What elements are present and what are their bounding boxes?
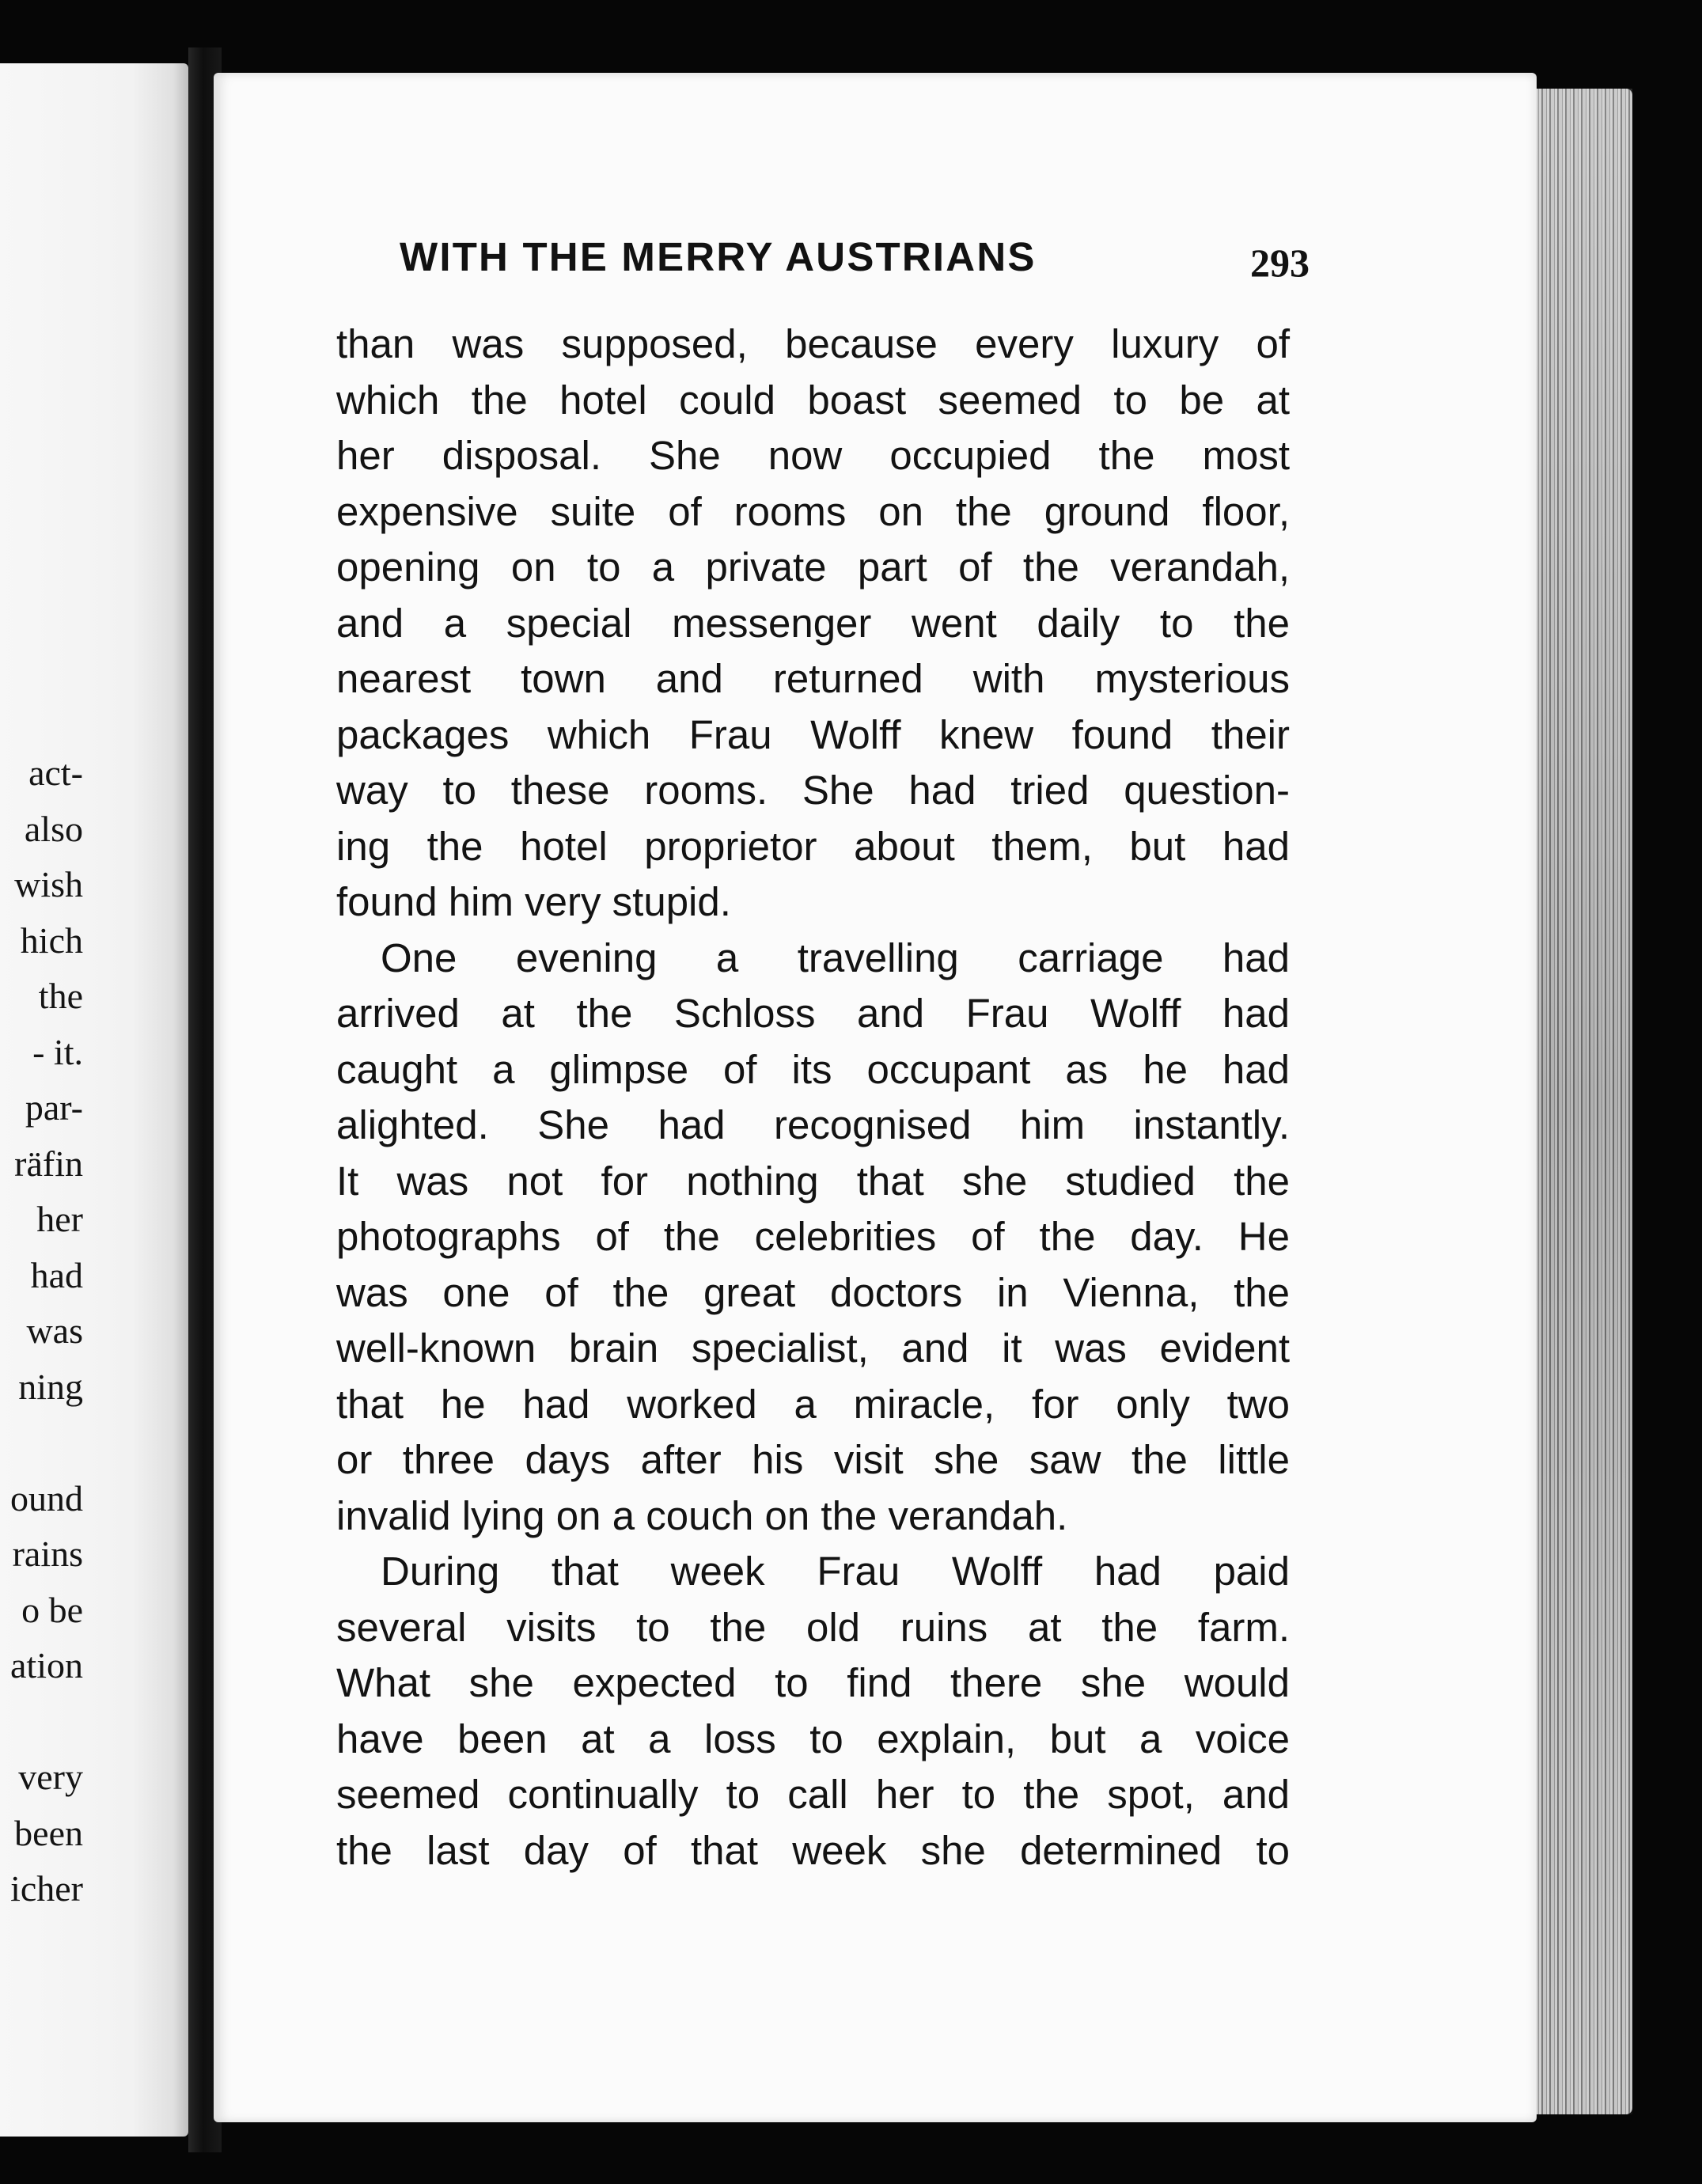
page-edges-stack	[1531, 89, 1632, 2114]
text-line: packages which Frau Wolff knew found their	[336, 711, 1290, 757]
text-line: What she expected to find there she would	[336, 1660, 1290, 1705]
text-line: expensive suite of rooms on the ground floor,	[336, 488, 1290, 534]
text-line: and a special messenger went daily to the	[336, 600, 1290, 646]
text-line: alighted. She had recognised him instantly.	[336, 1102, 1290, 1147]
running-head	[400, 233, 1310, 297]
text-line: the last day of that week she determined to	[336, 1827, 1290, 1873]
left-fragment-gap	[0, 1694, 83, 1750]
left-fragment: her	[36, 1199, 83, 1239]
left-fragment: ation	[10, 1645, 83, 1685]
left-fragment: had	[30, 1254, 83, 1295]
text-line: well-known brain specialist, and it was evident	[336, 1325, 1290, 1371]
left-fragment: ound	[10, 1477, 83, 1519]
text-line: opening on to a private part of the verandah,	[336, 544, 1290, 590]
left-page-text-fragments	[0, 745, 83, 1917]
text-line: caught a glimpse of its occupant as he had	[336, 1046, 1290, 1092]
text-line: several visits to the old ruins at the farm.	[336, 1604, 1290, 1650]
text-line: photographs of the celebrities of the day. He	[336, 1214, 1290, 1259]
text-line-paragraph-start: One evening a travelling carriage had	[381, 935, 1290, 980]
left-fragment: rains	[12, 1534, 83, 1574]
left-fragment: wish	[14, 864, 83, 904]
text-line: ing the hotel proprietor about them, but had	[336, 823, 1290, 869]
text-line: which the hotel could boast seemed to be at	[336, 377, 1290, 423]
left-fragment: was	[26, 1310, 83, 1351]
left-fragment-gap	[0, 1415, 83, 1471]
text-line: that he had worked a miracle, for only two	[336, 1381, 1290, 1427]
text-line-paragraph-end: invalid lying on a couch on the verandah.	[336, 1492, 1068, 1538]
text-line: have been at a loss to explain, but a voice	[336, 1716, 1290, 1761]
text-line: than was supposed, because every luxury of	[336, 321, 1290, 366]
left-fragment: ‑ it.	[32, 1031, 83, 1072]
text-line: or three days after his visit she saw the little	[336, 1437, 1290, 1482]
text-line-paragraph-end: found him very stupid.	[336, 879, 731, 924]
left-fragment: icher	[10, 1868, 83, 1909]
left-fragment: hich	[20, 919, 83, 961]
left-fragment: ning	[18, 1366, 83, 1407]
page-number: 293	[1250, 241, 1310, 285]
text-line: It was not for nothing that she studied the	[336, 1158, 1290, 1204]
text-line: nearest town and returned with mysterious	[336, 656, 1290, 701]
left-fragment: räfin	[14, 1143, 83, 1184]
left-fragment: the	[38, 976, 83, 1016]
left-fragment: been	[14, 1812, 83, 1853]
left-fragment: very	[18, 1757, 83, 1797]
left-page-edge	[0, 63, 188, 2137]
left-fragment: par-	[25, 1087, 83, 1128]
text-line: her disposal. She now occupied the most	[336, 433, 1290, 478]
running-title: WITH THE MERRY AUSTRIANS	[400, 234, 1037, 279]
text-line: way to these rooms. She had tried question-	[336, 768, 1290, 813]
text-line: arrived at the Schloss and Frau Wolff had	[336, 991, 1290, 1036]
text-line: seemed continually to call her to the spot, and	[336, 1772, 1290, 1817]
text-line: was one of the great doctors in Vienna, the	[336, 1269, 1290, 1315]
text-line-paragraph-start: During that week Frau Wolff had paid	[381, 1549, 1290, 1594]
left-fragment: act-	[28, 753, 83, 793]
left-fragment: also	[24, 808, 83, 849]
left-fragment: o be	[21, 1589, 83, 1630]
body-text	[336, 317, 1290, 1879]
